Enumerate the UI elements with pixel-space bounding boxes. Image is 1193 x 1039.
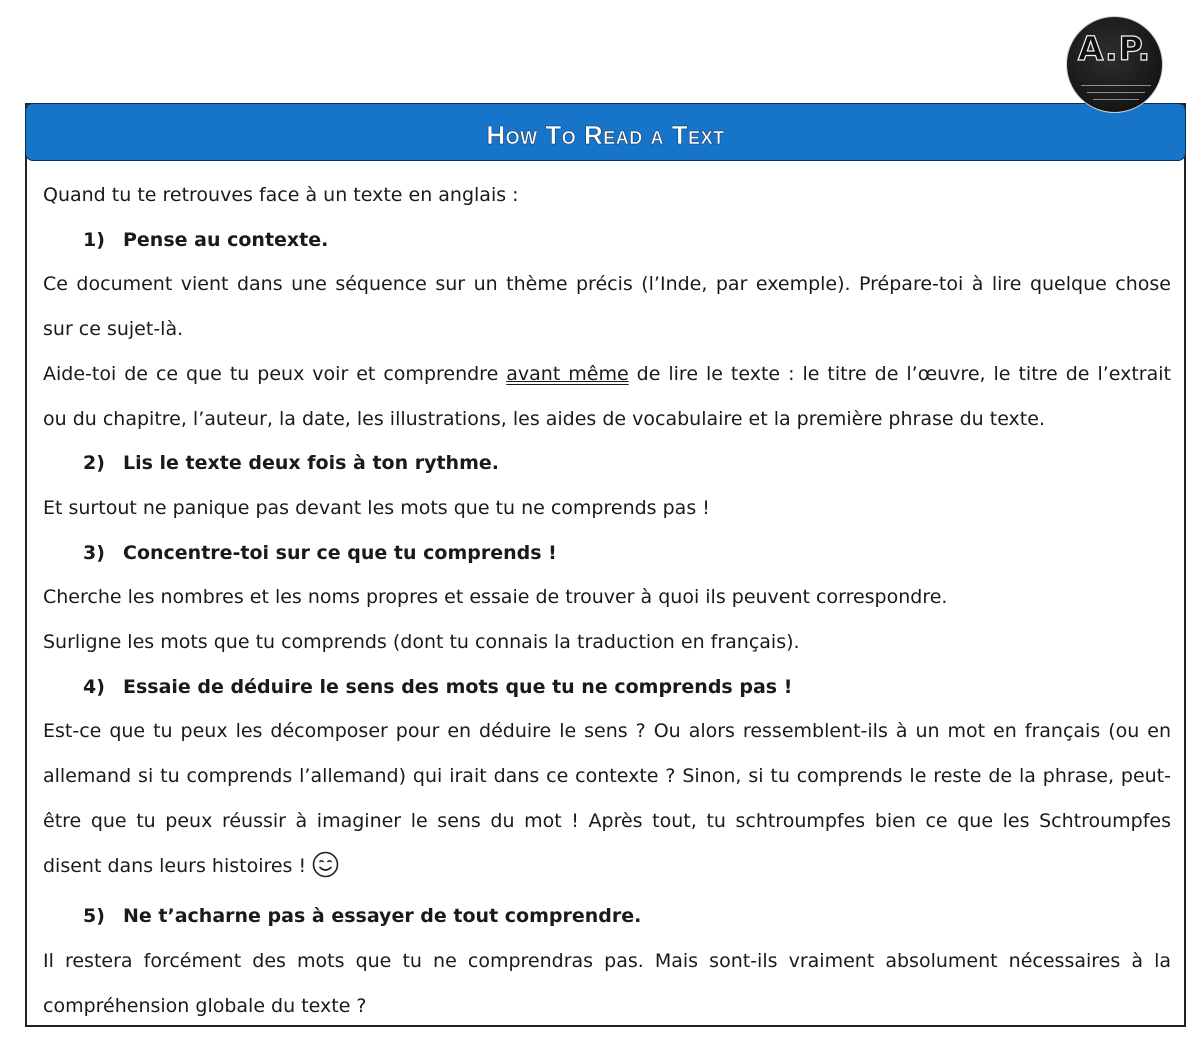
badge-decoration-line (1087, 92, 1145, 93)
paragraph-line (43, 844, 1171, 895)
section-heading-text: Concentre-toi sur ce que tu comprends ! (123, 541, 557, 564)
emphasis-underlined: avant même (506, 362, 629, 385)
section-heading-5 (43, 894, 1171, 939)
section-heading-text: Lis le texte deux fois à ton rythme. (123, 452, 499, 475)
title-bar (25, 103, 1186, 161)
paragraph-line (43, 352, 1171, 397)
document-box (25, 103, 1186, 1027)
section-heading-4 (43, 665, 1171, 710)
section-number: 2) (83, 452, 105, 475)
badge-initials: A.P. (1077, 29, 1152, 68)
paragraph-line: Il restera forcément des mots que tu ne comprendras pas. Mais sont-ils vraiment absolument nécessaires à la (43, 949, 1171, 972)
badge-decoration-line (1081, 85, 1151, 86)
section-number: 1) (83, 228, 105, 251)
paragraph-line: compréhension globale du texte ? (43, 994, 367, 1017)
section-heading-text: Pense au contexte. (123, 228, 329, 251)
intro-text: Quand tu te retrouves face à un texte en anglais : (43, 184, 519, 206)
section-number: 5) (83, 905, 105, 928)
paragraph-line: Cherche les nombres et les noms propres et essaie de trouver à quoi ils peuvent correspondre. (43, 586, 948, 609)
paragraph-line: Et surtout ne panique pas devant les mots que tu ne comprends pas ! (43, 496, 710, 519)
document-content (43, 173, 1171, 1028)
section-heading-text: Essaie de déduire le sens des mots que tu ne comprends pas ! (123, 675, 793, 698)
section-heading-3 (43, 531, 1171, 576)
section-heading-1 (43, 218, 1171, 263)
page-title: How To Read a Text (486, 120, 725, 150)
badge-decoration-line (1093, 99, 1139, 100)
paragraph-line: allemand si tu comprends l’allemand) qui irait dans ce contexte ? Sinon, si tu comprends le reste de la phrase, peut- (43, 765, 1171, 788)
ap-logo-badge (1066, 16, 1163, 113)
section-heading-text: Ne t’acharne pas à essayer de tout comprendre. (123, 905, 642, 928)
text-span: disent dans leurs histoires ! (43, 854, 307, 877)
paragraph-line: Surligne les mots que tu comprends (dont tu connais la traduction en français). (43, 631, 800, 654)
smiley-face-icon (312, 850, 339, 895)
paragraph-line: sur ce sujet-là. (43, 318, 184, 341)
section-number: 3) (83, 541, 105, 564)
paragraph-line: Ce document vient dans une séquence sur un thème précis (l’Inde, par exemple). Prépare-toi à lire quelque chose (43, 273, 1171, 296)
text-span: de lire le texte : le titre de l’œuvre, le titre de l’extrait (628, 362, 1171, 385)
paragraph-line: Est-ce que tu peux les décomposer pour en déduire le sens ? Ou alors ressemblent-ils à un mot en français (ou en (43, 720, 1171, 743)
text-span: Aide-toi de ce que tu peux voir et comprendre (43, 362, 507, 385)
section-number: 4) (83, 675, 105, 698)
section-heading-2 (43, 441, 1171, 486)
paragraph-line: ou du chapitre, l’auteur, la date, les illustrations, les aides de vocabulaire et la première phrase du texte. (43, 407, 1045, 430)
paragraph-line: être que tu peux réussir à imaginer le sens du mot ! Après tout, tu schtroumpfes bien ce que les Schtroumpfes (43, 809, 1171, 832)
